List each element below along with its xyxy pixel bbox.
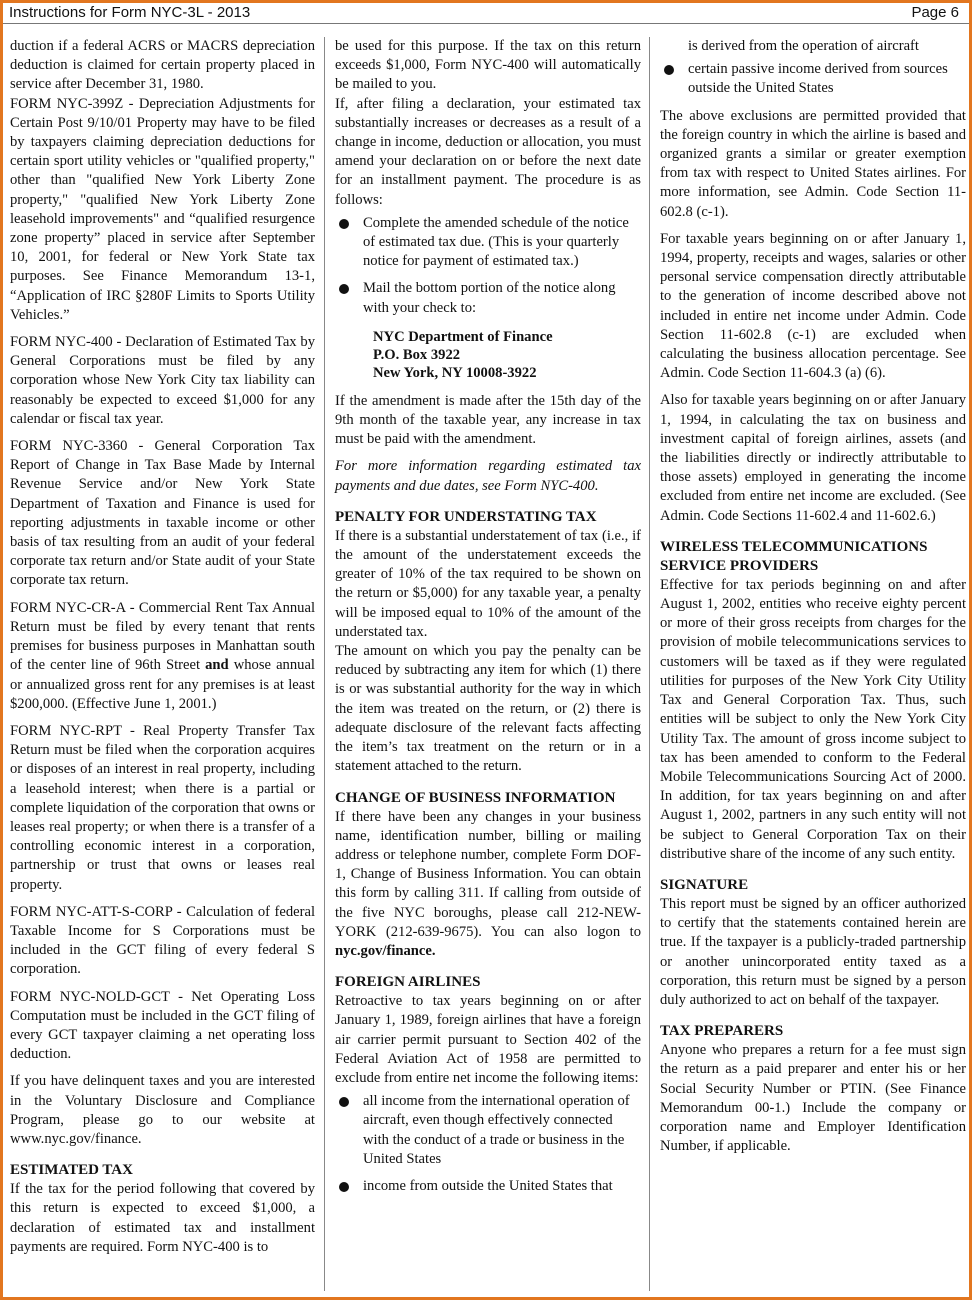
bullet-list <box>335 214 641 318</box>
paragraph: duction if a federal ACRS or MACRS depreciation deduction is claimed for certain property placed in service after December 31, 1980. <box>10 38 315 93</box>
page-number: Page 6 <box>911 4 959 21</box>
mailing-address: NYC Department of Finance P.O. Box 3922 New York, NY 10008-3922 <box>373 328 553 381</box>
list-item: income from outside the United States that <box>335 1177 641 1196</box>
paragraph-voluntary-disclosure: If you have delinquent taxes and you are interested in the Voluntary Disclosure and Compliance Program, please go to our website at www.nyc.gov/finance. <box>10 1073 315 1147</box>
paragraph: If there have been any changes in your business name, identification number, billing or mailing address or telephone number, complete Form DOF-1, Change of Business Information. You can obtain this form by calling 311. If calling from outside of the five NYC boroughs, please call 212-NEW-YORK (212-639-9675). You can also logon to nyc.gov/finance. <box>335 808 641 959</box>
heading-signature: SIGNATURE <box>660 876 749 893</box>
paragraph-nyc-att-s-corp: FORM NYC-ATT-S-CORP - Calculation of federal Taxable Income for S Corporations must be included in the GCT filing of every federal S corporation. <box>10 903 315 978</box>
paragraph: Also for taxable years beginning on or after January 1, 1994, in calculating the tax on business and investment capital of foreign airlines, assets (and the liabilities directly or indirectly attributable to those assets) employed in generating the income excluded from entire net income are excluded. (See Admin. Code Sections 11-602.4 and 11-602.6.) <box>660 392 966 524</box>
paragraph-nyc-399z: FORM NYC-399Z - Depreciation Adjustments for Certain Post 9/10/01 Property may have to be filed by taxpayers claiming depreciation deductions for certain sport utility vehicles or "qualified property," other than "qualified New York Liberty Zone property," "qualified New York Liberty Zone leasehold improvements" and “qualified resurgence zone property” placed in service after September 10, 2001, for federal or New York State tax purposes. See Finance Memorandum 13-1, “Application of IRC §280F Limits to Sports Utility Vehicles.” <box>10 95 315 323</box>
list-item: Mail the bottom portion of the notice along with your check to: <box>335 279 641 317</box>
paragraph: be used for this purpose. If the tax on this return exceeds $1,000, Form NYC-400 will automatically be mailed to you. <box>335 38 641 93</box>
column-2 <box>335 37 641 1204</box>
paragraph: The above exclusions are permitted provided that the foreign country in which the airline is based and organized grants a similar or greater exemption from tax with respect to United States airlines. For more information, see Admin. Code Section 11-602.8 (c-1). <box>660 107 966 220</box>
list-item: all income from the international operation of aircraft, even though effectively connected with the conduct of a trade or business in the United States <box>335 1092 641 1169</box>
paragraph: If there is a substantial understatement of tax (i.e., if the amount of the understatement exceeds the greater of 10% of the tax required to be shown on the return or $5,000) for any taxable year, a penalty will be imposed equal to 10% of the amount of the understated tax. <box>335 527 641 640</box>
paragraph: The amount on which you pay the penalty can be reduced by subtracting any item for which (1) there is or was substantial authority for the way in which the item was treated on the return, or (2) there is adequate disclosure of the relevant facts affecting the item’s tax treatment on the return or in a statement attached to the return. <box>335 643 641 775</box>
column-divider <box>324 37 325 1291</box>
page-header <box>3 3 969 24</box>
heading-penalty: PENALTY FOR UNDERSTATING TAX <box>335 508 597 525</box>
paragraph: For taxable years beginning on or after January 1, 1994, property, receipts and wages, salaries or other personal service compensation directly attributable to the generation of income described above not included in entire net income under Admin. Code Section 11-602.8 (c-1) are excluded when calculating the business allocation percentage. See Admin. Code Section 11-604.3 (a) (6). <box>660 230 966 382</box>
bullet-icon <box>339 284 349 294</box>
list-continuation: is derived from the operation of aircraft <box>688 38 919 54</box>
heading-wireless: WIRELESS TELECOMMUNICATIONS SERVICE PROVIDERS <box>660 538 928 574</box>
paragraph: Anyone who prepares a return for a fee must sign the return as a paid preparer and enter his or her Social Security Number or PTIN. (See Finance Memorandum 00-1.) Include the company or corporation name and Employer Identification Number, if applicable. <box>660 1042 966 1155</box>
bullet-icon <box>339 1182 349 1192</box>
bullet-icon <box>664 65 674 75</box>
paragraph: This report must be signed by an officer authorized to certify that the statements contained herein are true. If the taxpayer is a publicly-traded partnership or another unincorporated entity taxed as a corporation, this return must be signed by a person duly authorized to act on behalf of the taxpayer. <box>660 895 966 1008</box>
column-divider <box>649 37 650 1291</box>
paragraph-nyc-nold-gct: FORM NYC-NOLD-GCT - Net Operating Loss Computation must be included in the GCT filing of every GCT taxpayer claiming a net operating loss deduction. <box>10 988 315 1063</box>
document-title: Instructions for Form NYC-3L - 2013 <box>9 4 251 21</box>
note-italic: For more information regarding estimated tax payments and due dates, see Form NYC-400. <box>335 458 641 494</box>
paragraph-nyc-400: FORM NYC-400 - Declaration of Estimated Tax by General Corporations must be filed by any corporation whose New York City tax liability can reasonably be expected to exceed $1,000 for any calendar or fiscal tax year. <box>10 334 315 427</box>
heading-tax-preparers: TAX PREPARERS <box>660 1023 784 1040</box>
bullet-list <box>660 60 966 98</box>
paragraph-nyc-cr-a: FORM NYC-CR-A - Commercial Rent Tax Annual Return must be filed by every tenant that rents premises for business purposes in Manhattan south of the center line of 96th Street and whose annual or annualized gross rent for any premises is at least $200,000. (Effective June 1, 2001.) <box>10 599 315 712</box>
heading-change-of-business: CHANGE OF BUSINESS INFORMATION <box>335 789 616 806</box>
paragraph: If, after filing a declaration, your estimated tax substantially increases or decreases as a result of a change in income, deduction or allocation, you must amend your declaration on or before the next date for an installment payment. The procedure is as follows: <box>335 95 641 208</box>
heading-foreign-airlines: FOREIGN AIRLINES <box>335 974 481 991</box>
paragraph: If the tax for the period following that covered by this return is expected to exceed $1,000, a declaration of estimated tax and installment payments are required. Form NYC-400 is to <box>10 1181 315 1255</box>
column-3 <box>660 37 966 1156</box>
list-item: Complete the amended schedule of the notice of estimated tax due. (This is your quarterly notice for payment of estimated tax.) <box>335 214 641 272</box>
bullet-icon <box>339 219 349 229</box>
list-item: certain passive income derived from sources outside the United States <box>660 60 966 98</box>
heading-estimated-tax: ESTIMATED TAX <box>10 1162 133 1179</box>
column-1 <box>10 37 315 1257</box>
bullet-icon <box>339 1097 349 1107</box>
paragraph-nyc-rpt: FORM NYC-RPT - Real Property Transfer Tax Return must be filed when the corporation acquires or disposes of an interest in real property, including a leasehold interest; when there is a partial or complete liquidation of the corporation that owns or leases real property; or when there is a transfer of a controlling economic interest in a corporation, partnership or trust that owns or leases real property. <box>10 722 315 893</box>
bullet-list <box>335 1092 641 1196</box>
paragraph: If the amendment is made after the 15th day of the 9th month of the taxable year, any increase in tax must be paid with the amendment. <box>335 392 641 448</box>
paragraph: Effective for tax periods beginning on and after August 1, 2002, entities who receive eighty percent or more of their gross receipts from charges for the provision of mobile telecommunications services to customers will be taxed as if they were regulated utilities for purposes of the New York City Utility Tax and General Corporation Tax. Thus, such entities will be subject to only the New York City Utility Tax. The amount of gross income subject to tax has been amended to conform to the Federal Mobile Telecommunications Sourcing Act of 2000. In addition, for tax years beginning on and after August 1, 2002, partners in any such entity will not be subject to General Corporation Tax on their distributive share of the income of any such entity. <box>660 576 966 862</box>
paragraph: Retroactive to tax years beginning on or after January 1, 1989, foreign airlines that have a foreign air carrier permit pursuant to Section 402 of the Federal Aviation Act of 1958 are permitted to exclude from entire net income the following items: <box>335 993 641 1086</box>
paragraph-nyc-3360: FORM NYC-3360 - General Corporation Tax Report of Change in Tax Base Made by Internal Revenue Service and/or New York State Department of Taxation and Finance is used for reporting adjustments in taxable income or other basis of tax resulting from an audit of your federal corporate tax return and/or State audit of your State corporate tax return. <box>10 438 315 589</box>
